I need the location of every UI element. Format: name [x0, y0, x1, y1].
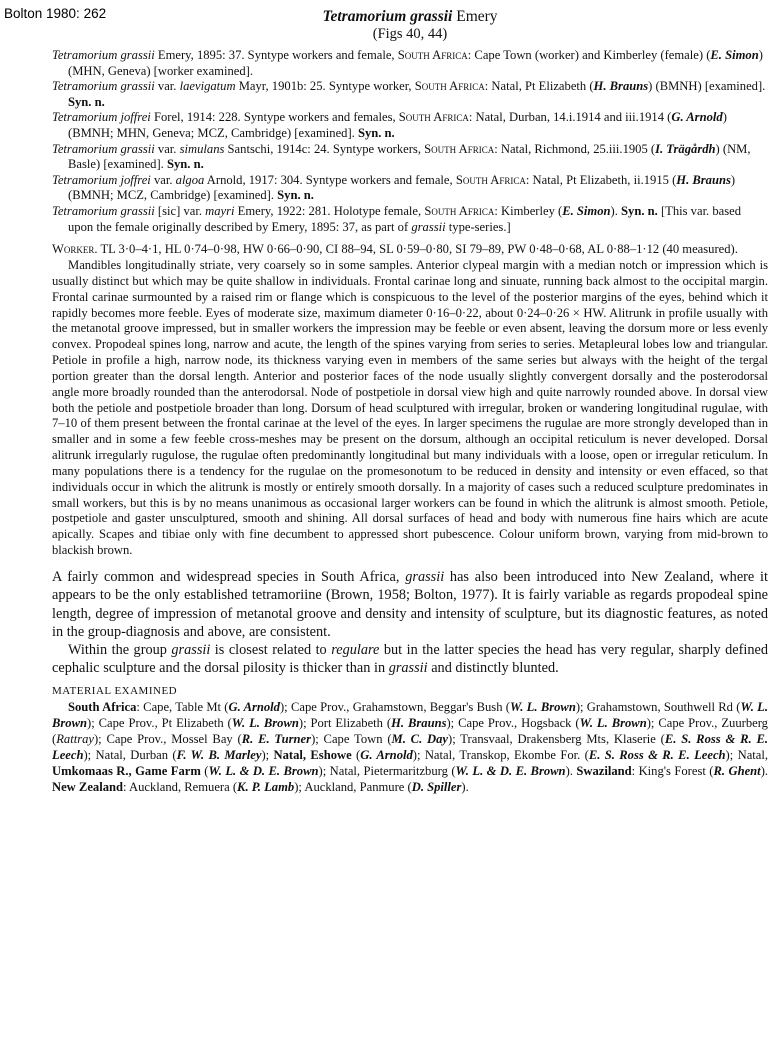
- worker-label: Worker: [52, 242, 95, 257]
- synonymy-entry: Tetramorium grassii var. simulans Santschi, 1914c: 24. Syntype workers, South Africa: Natal, Richmond, 25.iii.1905 (I. Trägårdh) (NM, Basle) [examined]. Syn. n.: [52, 141, 751, 172]
- synonymy-entry: Tetramorium grassii var. laevigatum Mayr, 1901b: 25. Syntype worker, South Africa: Natal, Pt Elizabeth (H. Brauns) (BMNH) [examined]. Syn. n.: [52, 79, 766, 109]
- species-title: [192, 8, 628, 26]
- synonymy-entry: Tetramorium joffrei var. algoa Arnold, 1917: 304. Syntype workers and female, South Africa: Natal, Pt Elizabeth, ii.1915 (H. Brauns) (BMNH; MCZ, Cambridge) [examined]. Syn. n.: [52, 172, 736, 203]
- synonymy-entry: Tetramorium joffrei Forel, 1914: 228. Syntype workers and females, South Africa: Natal, Durban, 14.i.1914 and iii.1914 (G. Arnold) (BMNH; MHN, Geneva; MCZ, Cambridge) [examined]. Syn. n.: [52, 110, 727, 140]
- material-heading: MATERIAL EXAMINED: [52, 684, 178, 697]
- worker-measurements: [52, 242, 768, 258]
- synonymy-entry: Tetramorium grassii [sic] var. mayri Emery, 1922: 281. Holotype female, South Africa: Kimberley (E. Simon). Syn. n. [This var. based upon the female originally described by Emery, 1895: 37, as part of grassii type-series.]: [52, 203, 742, 234]
- species-author: Emery: [456, 8, 498, 25]
- synonymy-entry: Tetramorium grassii Emery, 1895: 37. Syntype workers and female, South Africa: Cape Town (worker) and Kimberley (female) (E. Simon) (MHN, Geneva) [worker examined].: [52, 48, 763, 78]
- synonymy-list: [52, 48, 768, 235]
- worker-description: [52, 242, 768, 559]
- measurements-text: . TL 3·0–4·1, HL 0·74–0·98, HW 0·66–0·90, CI 88–94, SL 0·59–0·80, SI 79–89, PW 0·48–0·68, AL 0·88–1·12 (40 measured).: [94, 242, 738, 257]
- source-tag: Bolton 1980: 262: [4, 6, 107, 21]
- discussion-paragraph-1: A fairly common and widespread species in South Africa, grassii has also been introduced into New Zealand, where it appears to be the only established tetramoriine (Brown, 1958; Bolton, 1977). It is fairly variable as regards propodeal spine length, degree of impression of metanotal groove and density and intensity of sculpture, but its diagnostic features, as noted in the group-diagnosis and above, are consistent.: [52, 569, 768, 640]
- discussion-paragraph-2: Within the group grassii is closest related to regulare but in the latter species the head has very regular, sharply defined cephalic sculpture and the dorsal pilosity is thicker than in grassii and distinctly blunted.: [52, 642, 768, 677]
- material-examined: [52, 684, 768, 795]
- figure-reference: (Figs 40, 44): [372, 26, 448, 42]
- species-header: [192, 8, 628, 43]
- species-name: Tetramorium grassii: [322, 8, 453, 25]
- worker-description-text: Mandibles longitudinally striate, very coarsely so in some samples. Anterior clypeal margin with a median notch or impression which is usually distinct but which may be quite shallow in individuals. Frontal carinae long and sinuate, running back almost to the occipital margin. Frontal carinae surmounted by a raised rim or flange which is conspicuous to the level of the posterior margins of the eyes, behind which it rapidly becomes more feeble. Eyes of moderate size, maximum diameter 0·16–0·22, about 0·24–0·26 × HW. Alitrunk in profile usually with the metanotal groove impressed, but in smaller workers the impression may be feeble or even absent, leaving the dorsum more or less evenly convex. Propodeal spines long, narrow and acute, the length of the spines varying from series to series. Metapleural lobes low and triangular. Petiole in profile a high, narrow node, its thickness varying even in members of the same series but always with the height of the tergal portion greater than the dorsal length. Anterior and posterior faces of the node usually slightly convergent dorsally and the posterodorsal angle more broadly rounded than the anterodorsal. Node of postpetiole in dorsal view high and quite narrowly rounded above. In dorsal view both the petiole and postpetiole broader than long. Dorsum of head sculptured with irregular, broken or wandering longitudinal rugulae, with 7–10 of them present between the frontal carinae at the level of the eyes. In larger specimens the rugulae are more strongly developed than in smaller and in some a few feeble cross-meshes may be present on the dorsum, although an occipital reticulum is never developed. Dorsal alitrunk irregularly rugulose, the rugulae often predominantly longitudinal but many individuals with a loose, open or irregular reticulum. In many populations there is a tendency for the rugulae on the promesonotum to be reduced in density and intensity or even effaced, so that individuals occur in which the alitrunk is mostly or entirely smooth dorsally. In a majority of cases such a reduced sculpture predominates in small workers, but this is by no means unanimous as occasional larger workers can be found in which the alitrunk is almost smooth. Petiole, postpetiole and gaster unsculptured, smooth and shining. All dorsal surfaces of head and body with numerous fine hairs which are acute apically. Scapes and tibiae only with fine decumbent to appressed short pubescence. Colour uniform brown, varying from mid-brown to blackish brown.: [52, 257, 768, 558]
- discussion: [52, 568, 768, 678]
- material-list: South Africa: Cape, Table Mt (G. Arnold); Cape Prov., Grahamstown, Beggar's Bush (W. L. Brown); Grahamstown, Southwell Rd (W. L. Brown); Cape Prov., Pt Elizabeth (W. L. Brown); Port Elizabeth (H. Brauns); Cape Prov., Hogsback (W. L. Brown); Cape Prov., Zuurberg (Rattray); Cape Prov., Mossel Bay (R. E. Turner); Cape Town (M. C. Day); Transvaal, Drakensberg Mts, Klaserie (E. S. Ross & R. E. Leech); Natal, Durban (F. W. B. Marley); Natal, Eshowe (G. Arnold); Natal, Transkop, Ekombe For. (E. S. Ross & R. E. Leech); Natal, Umkomaas R., Game Farm (W. L. & D. E. Brown); Natal, Pietermaritzburg (W. L. & D. E. Brown). Swaziland: King's Forest (R. Ghent). New Zealand: Auckland, Remuera (K. P. Lamb); Auckland, Panmure (D. Spiller).: [52, 699, 769, 794]
- page-body: [52, 8, 768, 795]
